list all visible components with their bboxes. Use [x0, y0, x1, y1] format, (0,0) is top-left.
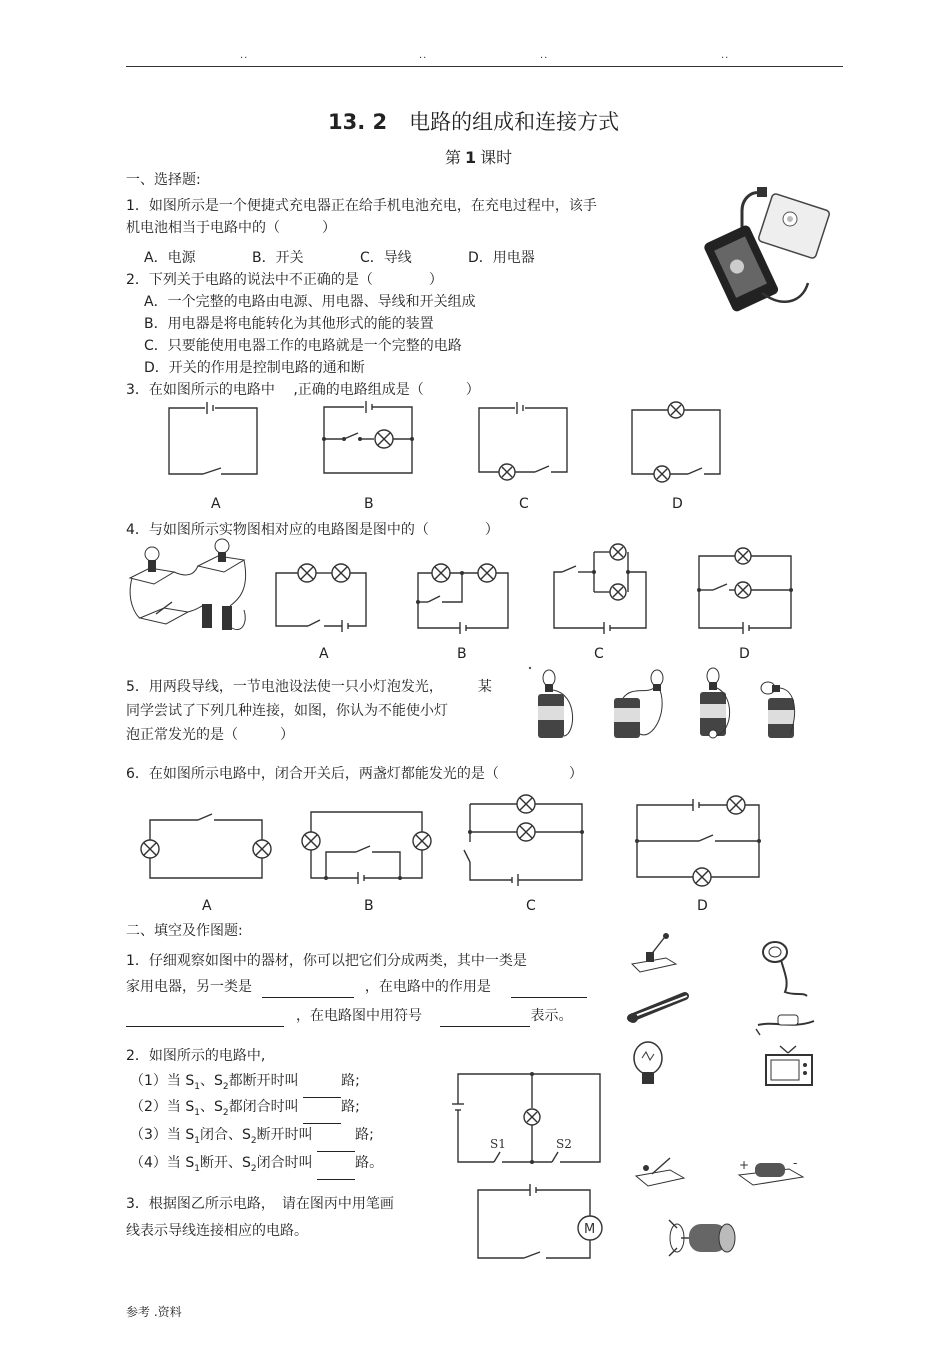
subtitle-suffix: 课时: [480, 148, 513, 167]
circuit-diagram: [548, 542, 653, 634]
circuit-diagram: [460, 792, 590, 888]
figure-label: D: [672, 496, 683, 512]
sub-question: [130, 1070, 360, 1098]
question-text: 4．与如图所示实物图相对应的电路图是图中的（ ）: [126, 522, 499, 538]
section-heading: 二、填空及作图题:: [126, 923, 243, 939]
switch-label-s2: S2: [556, 1137, 572, 1151]
answer-blank[interactable]: [262, 982, 354, 998]
text: S: [185, 1155, 195, 1171]
figure-label: A: [211, 496, 221, 512]
charger-phone-image: [712, 183, 830, 318]
question-text: 泡正常发光的是（ ）: [126, 727, 294, 743]
question-text-part: ，在电路中的作用是: [364, 979, 491, 995]
footer-text: 参考 .资料: [126, 1305, 182, 1319]
header-dots: ..: [240, 50, 249, 61]
television-image: [762, 1045, 817, 1090]
text: 都闭合时叫: [228, 1099, 299, 1115]
text: 路;: [341, 1099, 360, 1115]
option: D．用电器: [468, 250, 535, 266]
circuit-diagram: [320, 397, 415, 477]
text: 路;: [341, 1073, 360, 1089]
text: 2: [222, 1081, 229, 1092]
sub-question: [130, 1096, 360, 1124]
wire-coil-image: [755, 930, 825, 1005]
text: 1: [194, 1107, 200, 1118]
question-text-part: 家用电器，另一类是: [126, 979, 252, 995]
text: 路。: [355, 1155, 384, 1171]
question-text: 2．如图所示的电路中,: [126, 1048, 266, 1064]
text: S: [242, 1127, 251, 1143]
text: （1）当: [130, 1073, 181, 1089]
socket-image: [754, 1005, 829, 1040]
text: S: [185, 1099, 195, 1115]
answer-blank[interactable]: [317, 1136, 355, 1152]
circuit-diagram: [165, 400, 260, 480]
circuit-diagram: [633, 795, 763, 887]
text: 路;: [355, 1127, 374, 1143]
circuit-diagram: [452, 1068, 607, 1168]
motor-symbol-label: M: [584, 1222, 596, 1237]
question-text: [126, 1005, 572, 1027]
figure-label: B: [457, 646, 467, 662]
text: 2: [250, 1135, 257, 1146]
header-dots: ..: [721, 50, 730, 61]
svg-text:+: +: [739, 1158, 750, 1172]
figure-label: A: [319, 646, 329, 662]
figure-label: B: [364, 496, 374, 512]
answer-blank[interactable]: [511, 982, 587, 998]
question-text: 同学尝试了下列几种连接，如图，你认为不能使小灯: [126, 703, 448, 719]
question-text: [126, 976, 587, 998]
text: 2: [250, 1163, 257, 1174]
text: （4）当: [130, 1155, 181, 1171]
circuit-diagram: [628, 400, 723, 482]
question-text: 2．下列关于电路的说法中不正确的是（ ）: [126, 272, 443, 288]
text: （3）当: [130, 1127, 181, 1143]
header-dots: ..: [419, 50, 428, 61]
switch-image: [630, 1150, 690, 1194]
question-text: 1．如图所示是一个便捷式充电器正在给手机电池充电，在充电过程中，该手: [126, 198, 597, 214]
question-text: 6．在如图所示电路中，闭合开关后，两盏灯都能发光的是（ ）: [126, 766, 583, 782]
figure-label: C: [519, 496, 529, 512]
heater-rod-image: [625, 990, 700, 1030]
motor-circuit-diagram: [470, 1180, 610, 1265]
option: B．开关: [252, 250, 304, 266]
text: 1: [194, 1135, 200, 1146]
text: 都断开时叫: [228, 1073, 299, 1089]
page-subtitle: [445, 145, 512, 168]
circuit-diagram: [300, 808, 435, 886]
question-text: 1．仔细观察如图中的器材，你可以把它们分成两类，其中一类是: [126, 953, 527, 969]
text: 闭合、: [200, 1127, 242, 1143]
text: 断开时叫: [256, 1127, 313, 1143]
text: S: [242, 1155, 251, 1171]
text: 、: [200, 1099, 214, 1115]
answer-blank[interactable]: [126, 1011, 284, 1027]
motor-image: [665, 1210, 745, 1262]
question-text-part: 表示。: [530, 1008, 573, 1024]
text: S: [185, 1073, 195, 1089]
text: 、: [200, 1073, 214, 1089]
figure-label: C: [594, 646, 604, 662]
title-text: 电路的组成和连接方式: [409, 110, 620, 134]
question-text: 3．在如图所示的电路中 ,正确的电路组成是（ ）: [126, 382, 480, 398]
text: S: [214, 1073, 223, 1089]
battery-bulb-images: [528, 664, 818, 744]
header-dots: ..: [540, 50, 549, 61]
text: S: [214, 1099, 223, 1115]
subtitle-prefix: 第: [445, 148, 462, 167]
switch-label-s1: S1: [490, 1137, 506, 1151]
answer-blank[interactable]: [440, 1011, 530, 1027]
svg-text:-: -: [793, 1156, 798, 1170]
switch-image: [626, 928, 696, 976]
title-number: 13. 2: [328, 110, 388, 134]
figure-label: D: [697, 898, 708, 914]
question-text: 3．根据图乙所示电路， 请在图丙中用笔画: [126, 1196, 394, 1212]
answer-blank[interactable]: [303, 1108, 341, 1124]
question-text: 5．用两段导线，一节电池设法使一只小灯泡发光， 某: [126, 679, 492, 695]
section-heading: 一、选择题:: [126, 172, 201, 188]
option: B．用电器是将电能转化为其他形式的能的装置: [144, 316, 434, 332]
figure-label: D: [739, 646, 750, 662]
option: C．导线: [360, 250, 412, 266]
physical-circuit-image: [126, 540, 251, 635]
figure-label: B: [364, 898, 374, 914]
question-text: 机电池相当于电路中的（ ）: [126, 220, 336, 236]
option: A．一个完整的电路由电源、用电器、导线和开关组成: [144, 294, 476, 310]
text: 闭合时叫: [256, 1155, 313, 1171]
subtitle-num: 1: [465, 148, 477, 167]
battery-holder-image: [735, 1155, 810, 1195]
light-bulb-image: [630, 1040, 675, 1092]
sub-question: [130, 1124, 374, 1152]
text: （2）当: [130, 1099, 181, 1115]
circuit-diagram: [272, 558, 372, 633]
text: 断开、: [200, 1155, 242, 1171]
circuit-diagram: [475, 400, 570, 480]
circuit-diagram: [693, 542, 798, 634]
sub-question: [130, 1152, 383, 1180]
answer-blank[interactable]: [317, 1164, 355, 1180]
page-title: [328, 106, 619, 136]
option: A．电源: [144, 250, 196, 266]
text: S: [185, 1127, 195, 1143]
figure-label: A: [202, 898, 212, 914]
figure-label: C: [526, 898, 536, 914]
circuit-diagram: [412, 558, 512, 633]
question-text: 线表示导线连接相应的电路。: [126, 1223, 308, 1239]
text: 1: [194, 1163, 200, 1174]
question-text-part: ，在电路图中用符号: [296, 1008, 422, 1024]
text: 1: [194, 1081, 200, 1092]
text: 2: [222, 1107, 229, 1118]
option: D．开关的作用是控制电路的通和断: [144, 360, 365, 376]
option: C．只要能使用电器工作的电路就是一个完整的电路: [144, 338, 462, 354]
header-rule: [126, 66, 843, 67]
circuit-diagram: [140, 810, 270, 885]
